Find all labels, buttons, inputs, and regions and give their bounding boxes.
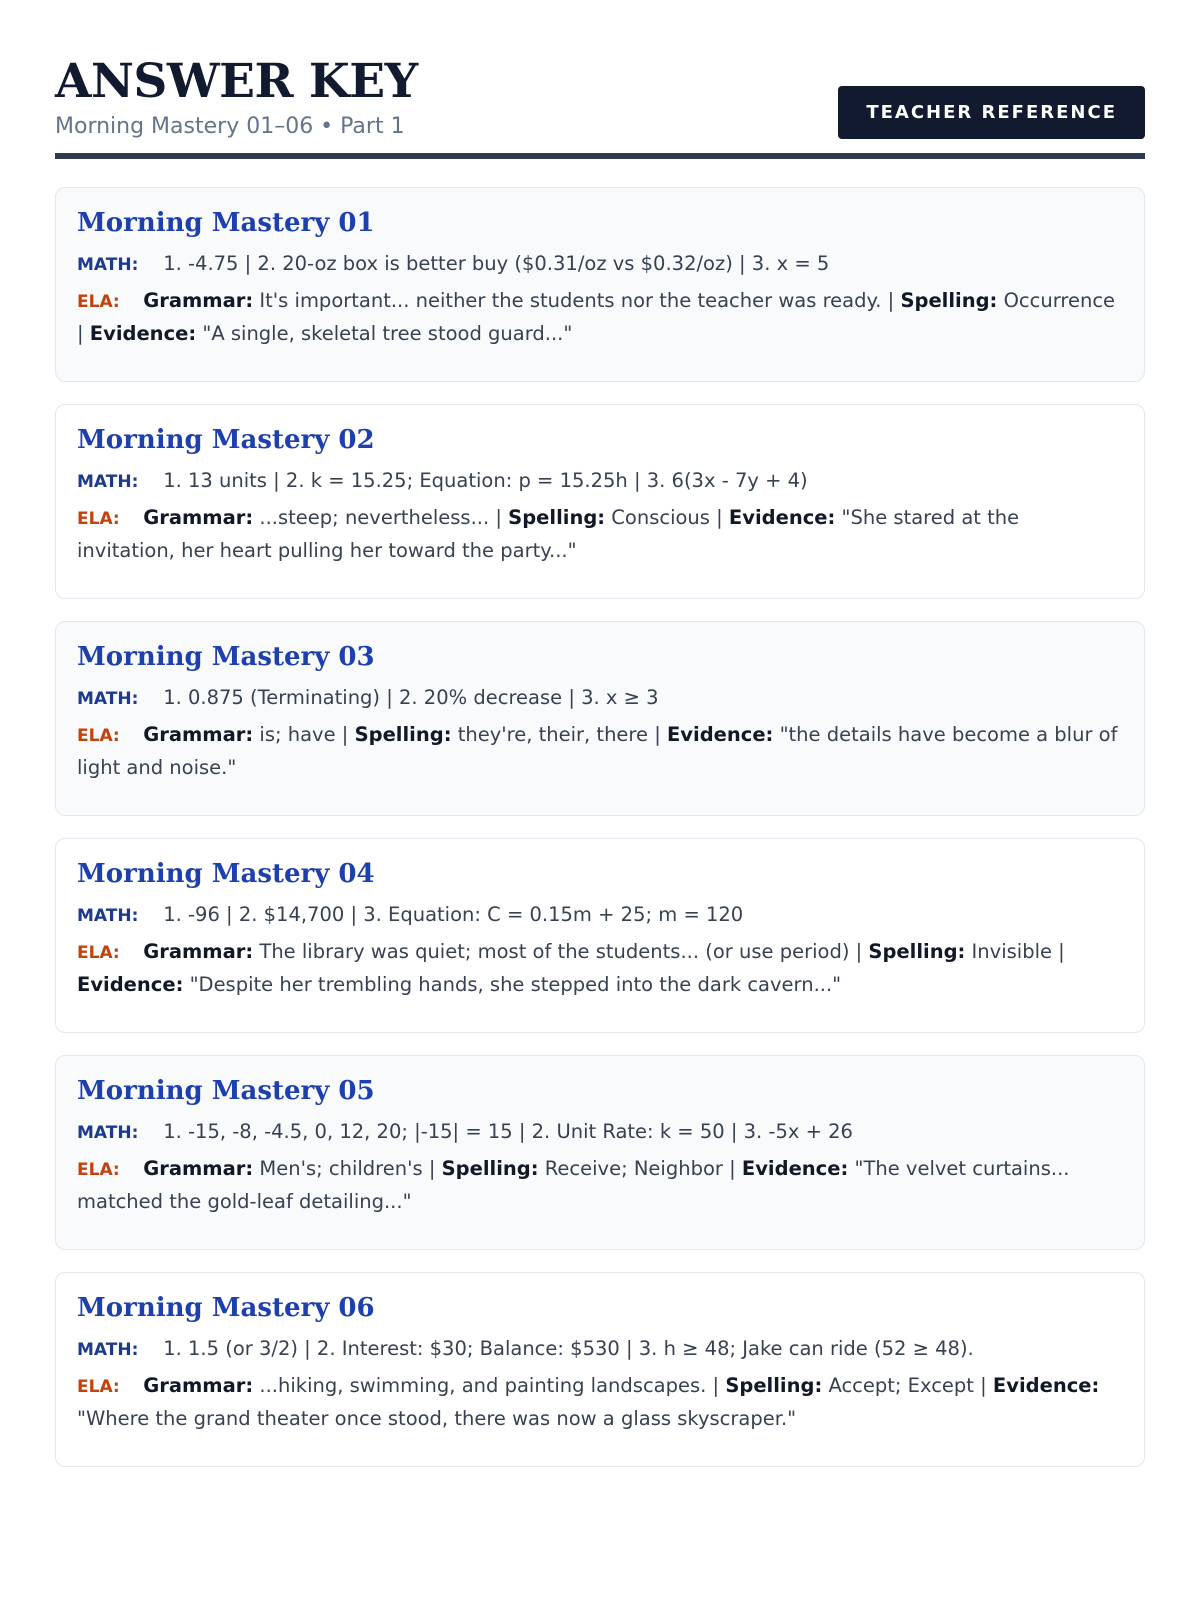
answer-card: [55, 187, 1145, 382]
grammar-answer: ...hiking, swimming, and painting landscapes. |: [259, 1373, 720, 1397]
answer-card: [55, 621, 1145, 816]
math-label: MATH:: [77, 688, 139, 709]
math-row: [77, 1116, 1123, 1149]
grammar-label: Grammar:: [143, 505, 254, 529]
ela-row: [77, 936, 1123, 1001]
math-label: MATH:: [77, 905, 139, 926]
evidence-label: Evidence:: [666, 722, 774, 746]
card-title: Morning Mastery 03: [77, 641, 375, 672]
spelling-answer: Receive; Neighbor |: [544, 1156, 736, 1180]
evidence-label: Evidence:: [741, 1156, 849, 1180]
spelling-label: Spelling:: [441, 1156, 539, 1180]
spelling-answer: Invisible |: [971, 939, 1065, 963]
ela-label: ELA:: [77, 291, 120, 312]
evidence-label: Evidence:: [992, 1373, 1100, 1397]
math-answers: 1. 0.875 (Terminating) | 2. 20% decrease | 3. x ≥ 3: [163, 685, 659, 709]
answer-cards: [55, 187, 1145, 1467]
answer-card: [55, 1272, 1145, 1467]
grammar-label: Grammar:: [143, 1156, 254, 1180]
card-title: Morning Mastery 02: [77, 424, 375, 455]
evidence-answer: "Despite her trembling hands, she stepped into the dark cavern...": [189, 972, 842, 996]
spelling-answer: Occurrence |: [77, 288, 1116, 345]
answer-card: [55, 1055, 1145, 1250]
ela-label: ELA:: [77, 1376, 120, 1397]
evidence-label: Evidence:: [728, 505, 836, 529]
math-row: [77, 899, 1123, 932]
ela-row: [77, 285, 1123, 350]
evidence-answer: "Where the grand theater once stood, there was now a glass skyscraper.": [77, 1406, 797, 1430]
spelling-label: Spelling:: [508, 505, 606, 529]
answer-card: [55, 404, 1145, 599]
evidence-label: Evidence:: [89, 321, 197, 345]
card-title: Morning Mastery 06: [77, 1292, 375, 1323]
evidence-answer: "She stared at the invitation, her heart pulling her toward the party...": [77, 505, 1020, 562]
ela-row: [77, 1370, 1123, 1435]
grammar-answer: ...steep; nevertheless... |: [259, 505, 502, 529]
ela-row: [77, 719, 1123, 784]
teacher-reference-badge: TEACHER REFERENCE: [838, 86, 1145, 139]
ela-row: [77, 1153, 1123, 1218]
evidence-label: Evidence:: [77, 972, 184, 996]
math-label: MATH:: [77, 471, 139, 492]
grammar-label: Grammar:: [143, 1373, 254, 1397]
grammar-answer: The library was quiet; most of the students... (or use period) |: [259, 939, 863, 963]
ela-label: ELA:: [77, 508, 120, 529]
ela-row: [77, 502, 1123, 567]
card-title: Morning Mastery 01: [77, 207, 375, 238]
math-row: [77, 1333, 1123, 1366]
math-answers: 1. 13 units | 2. k = 15.25; Equation: p = 15.25h | 3. 6(3x - 7y + 4): [163, 468, 808, 492]
page-subtitle: Morning Mastery 01–06 • Part 1: [55, 113, 405, 139]
spelling-answer: Conscious |: [611, 505, 723, 529]
spelling-label: Spelling:: [868, 939, 966, 963]
spelling-label: Spelling:: [354, 722, 452, 746]
math-label: MATH:: [77, 1122, 139, 1143]
evidence-answer: "A single, skeletal tree stood guard...": [202, 321, 573, 345]
evidence-answer: "the details have become a blur of light and noise.": [77, 722, 1118, 779]
math-answers: 1. -4.75 | 2. 20-oz box is better buy ($0.31/oz vs $0.32/oz) | 3. x = 5: [163, 251, 830, 275]
grammar-answer: Men's; children's |: [259, 1156, 436, 1180]
page-title: ANSWER KEY: [55, 54, 418, 109]
math-answers: 1. -96 | 2. $14,700 | 3. Equation: C = 0.15m + 25; m = 120: [163, 902, 744, 926]
math-answers: 1. -15, -8, -4.5, 0, 12, 20; |-15| = 15 | 2. Unit Rate: k = 50 | 3. -5x + 26: [163, 1119, 853, 1143]
page-header: [55, 56, 1145, 159]
spelling-label: Spelling:: [900, 288, 998, 312]
ela-label: ELA:: [77, 725, 120, 746]
ela-label: ELA:: [77, 1159, 120, 1180]
math-label: MATH:: [77, 254, 139, 275]
spelling-label: Spelling:: [725, 1373, 823, 1397]
math-label: MATH:: [77, 1339, 139, 1360]
grammar-answer: is; have |: [259, 722, 349, 746]
grammar-answer: It's important... neither the students nor the teacher was ready. |: [259, 288, 895, 312]
card-title: Morning Mastery 05: [77, 1075, 375, 1106]
spelling-answer: they're, their, there |: [457, 722, 661, 746]
grammar-label: Grammar:: [143, 722, 254, 746]
grammar-label: Grammar:: [143, 939, 254, 963]
math-row: [77, 248, 1123, 281]
ela-label: ELA:: [77, 942, 120, 963]
card-title: Morning Mastery 04: [77, 858, 375, 889]
math-answers: 1. 1.5 (or 3/2) | 2. Interest: $30; Balance: $530 | 3. h ≥ 48; Jake can ride (52 ≥ 48).: [163, 1336, 974, 1360]
grammar-label: Grammar:: [143, 288, 254, 312]
spelling-answer: Accept; Except |: [828, 1373, 987, 1397]
header-titles: [55, 56, 418, 139]
answer-card: [55, 838, 1145, 1033]
math-row: [77, 682, 1123, 715]
evidence-answer: "The velvet curtains... matched the gold-leaf detailing...": [77, 1156, 1070, 1213]
math-row: [77, 465, 1123, 498]
